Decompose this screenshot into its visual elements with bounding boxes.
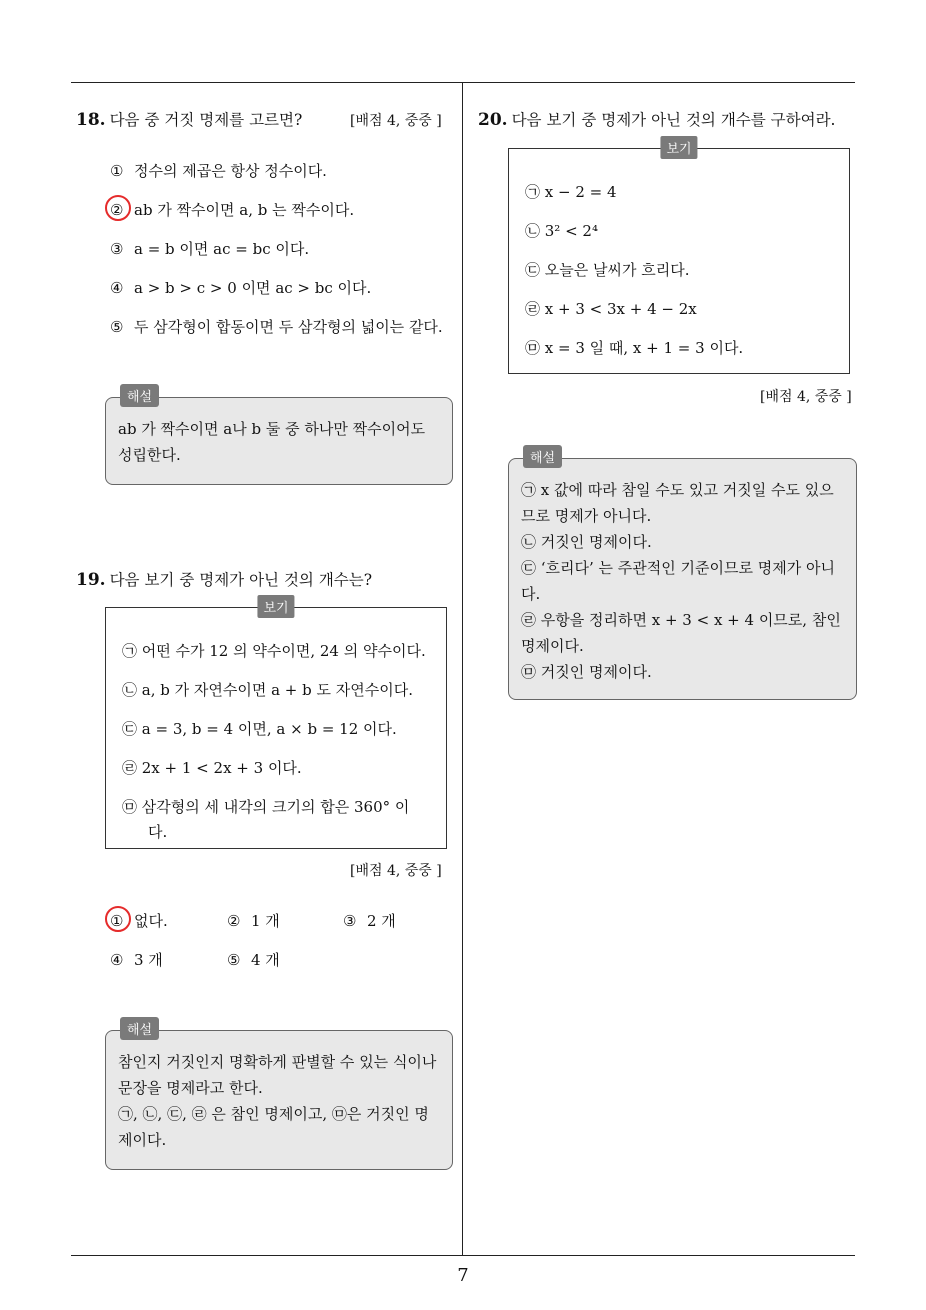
q19-option-4-num: ④ <box>110 951 124 969</box>
q19-option-2[interactable] <box>227 910 280 931</box>
q18-option-3[interactable] <box>110 238 309 259</box>
q19-box-item-4: ㉣ 2x + 1 < 2x + 3 이다. <box>122 759 302 777</box>
q19-box-label: 보기 <box>257 595 294 618</box>
q20-box-item-1: ㉠ x − 2 = 4 <box>525 183 617 201</box>
q18-option-3-text: a = b 이면 ac = bc 이다. <box>134 240 310 258</box>
q19-option-3-num: ③ <box>343 912 357 930</box>
bottom-rule <box>71 1255 855 1256</box>
top-rule <box>71 82 855 83</box>
q19-option-1-num: ① <box>110 912 124 930</box>
q18-solution-line-1: ab 가 짝수이면 a나 b 둘 중 하나만 짝수이어도 <box>118 420 426 438</box>
q20-title <box>478 108 835 130</box>
q19-option-3-text: 2 개 <box>367 912 396 930</box>
q18-solution-box <box>105 390 453 485</box>
q20-solution-line-3: ㉡ 거짓인 명제이다. <box>521 533 652 551</box>
q20-example-box <box>508 142 850 374</box>
q20-box-item-2: ㉡ 3² < 2⁴ <box>525 222 598 240</box>
q19-box-item-1: ㉠ 어떤 수가 12 의 약수이면, 24 의 약수이다. <box>122 642 426 660</box>
q19-title <box>76 568 372 590</box>
q18-solution-line-2: 성립한다. <box>118 446 181 464</box>
q19-box-item-2: ㉡ a, b 가 자연수이면 a + b 도 자연수이다. <box>122 681 413 699</box>
q20-number: 20. <box>478 110 508 130</box>
q19-number: 19. <box>76 570 106 590</box>
q20-solution-line-7: 명제이다. <box>521 637 584 655</box>
q20-solution-line-2: 므로 명제가 아니다. <box>521 507 652 525</box>
q19-option-5[interactable] <box>227 949 280 970</box>
q19-option-4-text: 3 개 <box>134 951 163 969</box>
q18-option-4[interactable] <box>110 277 371 298</box>
q18-option-1-text: 정수의 제곱은 항상 정수이다. <box>134 162 327 180</box>
q19-box-item-3: ㉢ a = 3, b = 4 이면, a × b = 12 이다. <box>122 720 397 738</box>
q18-option-2-text: ab 가 짝수이면 a, b 는 짝수이다. <box>134 201 355 219</box>
q19-solution-line-1: 참인지 거짓인지 명확하게 판별할 수 있는 식이나 <box>118 1053 437 1071</box>
q19-box-item-5: ㉤ 삼각형의 세 내각의 크기의 합은 360° 이 <box>122 798 410 816</box>
q18-option-5-text: 두 삼각형이 합동이면 두 삼각형의 넓이는 같다. <box>134 318 443 336</box>
q18-option-3-num: ③ <box>110 240 124 258</box>
q19-solution-label: 해설 <box>120 1017 159 1040</box>
q20-solution-line-1: ㉠ x 값에 따라 참일 수도 있고 거짓일 수도 있으 <box>521 481 834 499</box>
q20-solution-line-8: ㉤ 거짓인 명제이다. <box>521 663 652 681</box>
q18-option-1-num: ① <box>110 162 124 180</box>
q18-number: 18. <box>76 110 106 130</box>
q19-solution-line-2: 문장을 명제라고 한다. <box>118 1079 263 1097</box>
q19-solution-line-3: ㉠, ㉡, ㉢, ㉣ 은 참인 명제이고, ㉤은 거짓인 명 <box>118 1105 429 1123</box>
q18-title-text: 다음 중 거짓 명제를 고르면? <box>109 111 303 129</box>
q19-option-5-num: ⑤ <box>227 951 241 969</box>
q20-box-item-4: ㉣ x + 3 < 3x + 4 − 2x <box>525 300 697 318</box>
q19-option-3[interactable] <box>343 910 396 931</box>
q18-answer-mark <box>105 195 131 221</box>
q19-answer-mark <box>105 906 131 932</box>
q19-option-2-num: ② <box>227 912 241 930</box>
q20-box-label: 보기 <box>660 136 697 159</box>
q20-solution-line-6: ㉣ 우항을 정리하면 x + 3 < x + 4 이므로, 참인 <box>521 611 841 629</box>
q20-solution-line-5: 다. <box>521 585 541 603</box>
q19-option-5-text: 4 개 <box>251 951 280 969</box>
q18-option-5[interactable] <box>110 316 443 337</box>
q19-example-box <box>105 601 447 849</box>
q18-option-2-num: ② <box>110 201 124 219</box>
q20-box-item-3: ㉢ 오늘은 날씨가 흐리다. <box>525 261 690 279</box>
q18-option-2[interactable] <box>110 199 354 220</box>
q18-option-5-num: ⑤ <box>110 318 124 336</box>
q18-option-1[interactable] <box>110 160 327 181</box>
q20-solution-box <box>508 451 857 700</box>
q20-title-text: 다음 보기 중 명제가 아닌 것의 개수를 구하여라. <box>511 111 836 129</box>
q19-score: [배점 4, 중중 ] <box>350 863 442 879</box>
q19-option-4[interactable] <box>110 949 163 970</box>
column-separator <box>462 82 463 1255</box>
q20-solution-label: 해설 <box>523 445 562 468</box>
q19-solution-line-4: 제이다. <box>118 1131 167 1149</box>
q18-solution-label: 해설 <box>120 384 159 407</box>
page-number: 7 <box>457 1265 469 1286</box>
q19-title-text: 다음 보기 중 명제가 아닌 것의 개수는? <box>109 571 373 589</box>
q19-option-2-text: 1 개 <box>251 912 280 930</box>
q18-option-4-text: a > b > c > 0 이면 ac > bc 이다. <box>134 279 372 297</box>
q20-solution-line-4: ㉢ ‘흐리다’ 는 주관적인 기준이므로 명제가 아니 <box>521 559 835 577</box>
q18-score: [배점 4, 중중 ] <box>350 113 442 129</box>
q19-solution-box <box>105 1023 453 1170</box>
q19-box-item-5-cont: 다. <box>148 823 168 841</box>
q20-score: [배점 4, 중중 ] <box>760 389 852 405</box>
q19-option-1-text: 없다. <box>134 912 168 930</box>
q20-box-item-5: ㉤ x = 3 일 때, x + 1 = 3 이다. <box>525 339 744 357</box>
q18-option-4-num: ④ <box>110 279 124 297</box>
q18-title <box>76 108 302 130</box>
